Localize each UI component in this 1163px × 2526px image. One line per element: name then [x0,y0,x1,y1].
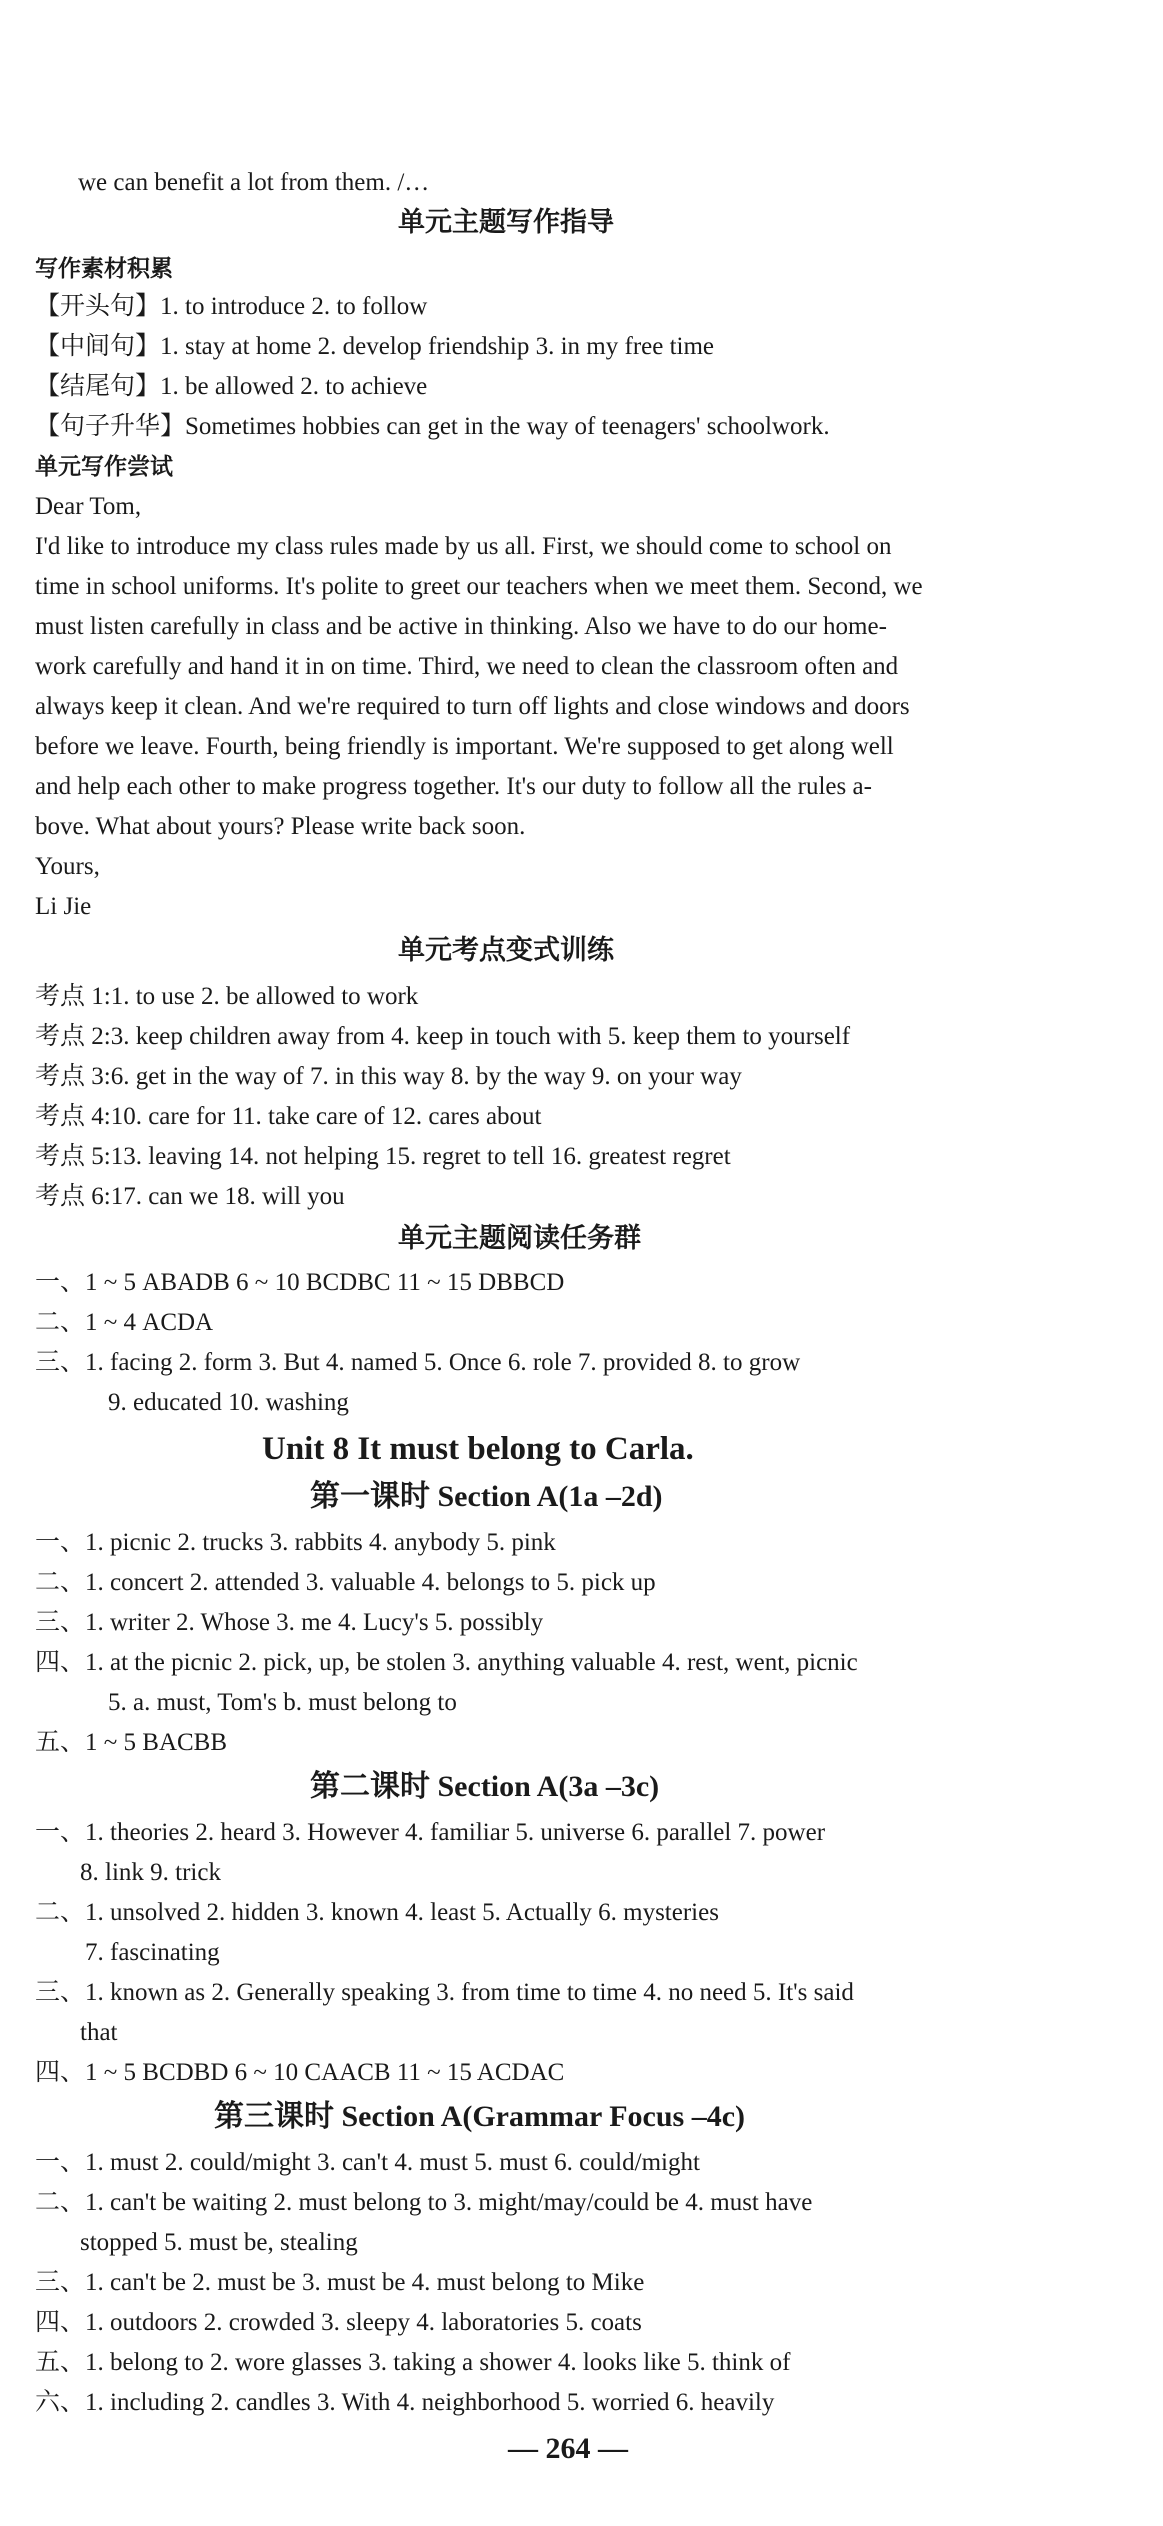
answer-key-page: we can benefit a lot from them. /… 单元主题写作指导 写作素材积累 【开头句】1. to introduce 2. to follow 【中间句】1. stay at home 2. develop friendship 3. in my free time 【结尾句】1. be allowed 2. to achieve 【句子升华】Sometimes hobbies can get in the way of teenagers' schoolwork. 单元写作尝试 Dear Tom, I'd like to introduce my class rules made by us all. First, we should come to school on time in school uniforms. It's polite to greet our teachers when we meet them. Second, we must listen carefully in class and be active in thinking. Also we have to do our home- work carefully and hand it in on time. Third, we need to clean the classroom often and always keep it clean. And we're required to turn off lights and close windows and doors before we leave. Fourth, being friendly is important. We're supposed to get along well and help each other to make progress together. It's our duty to follow all the rules a- bove. What about yours? Please write back soon. Yours, Li Jie 单元考点变式训练 考点 1:1. to use 2. be allowed to work 考点 2:3. keep children away from 4. keep in touch with 5. keep them to yourself 考点 3:6. get in the way of 7. in this way 8. by the way 9. on your way 考点 4:10. care for 11. take care of 12. cares about 考点 5:13. leaving 14. not helping 15. regret to tell 16. greatest regret 考点 6:17. can we 18. will you 单元主题阅读任务群 一、1 ~ 5 ABADB 6 ~ 10 BCDBC 11 ~ 15 DBBCD 二、1 ~ 4 ACDA 三、1. facing 2. form 3. But 4. named 5. Once 6. role 7. provided 8. to grow 9. educated 10. washing Unit 8 It must belong to Carla. 第一课时 Section A(1a –2d) 一、1. picnic 2. trucks 3. rabbits 4. anybody 5. pink 二、1. concert 2. attended 3. valuable 4. belongs to 5. pick up 三、1. writer 2. Whose 3. me 4. Lucy's 5. possibly 四、1. at the picnic 2. pick, up, be stolen 3. anything valuable 4. rest, went, picnic 5. a. must, Tom's b. must belong to 五、1 ~ 5 BACBB 第二课时 Section A(3a –3c) 一、1. theories 2. heard 3. However 4. familiar 5. universe 6. parallel 7. power 8. link 9. trick 二、1. unsolved 2. hidden 3. known 4. least 5. Actually 6. mysteries 7. fascinating 三、1. known as 2. Generally speaking 3. from time to time 4. no need 5. It's said that 四、1 ~ 5 BCDBD 6 ~ 10 CAACB 11 ~ 15 ACDAC 第三课时 Section A(Grammar Focus –4c) 一、1. must 2. could/might 3. can't 4. must 5. must 6. could/might 二、1. can't be waiting 2. must belong to 3. might/may/could be 4. must have stopped 5. must be, stealing 三、1. can't be 2. must be 3. must be 4. must belong to Mike 四、1. outdoors 2. crowded 3. sleepy 4. laboratories 5. coats 五、1. belong to 2. wore glasses 3. taking a shower 4. looks like 5. think of 六、1. including 2. candles 3. With 4. neighborhood 5. worried 6. heavily — 264 — [35,169,923,2465]
